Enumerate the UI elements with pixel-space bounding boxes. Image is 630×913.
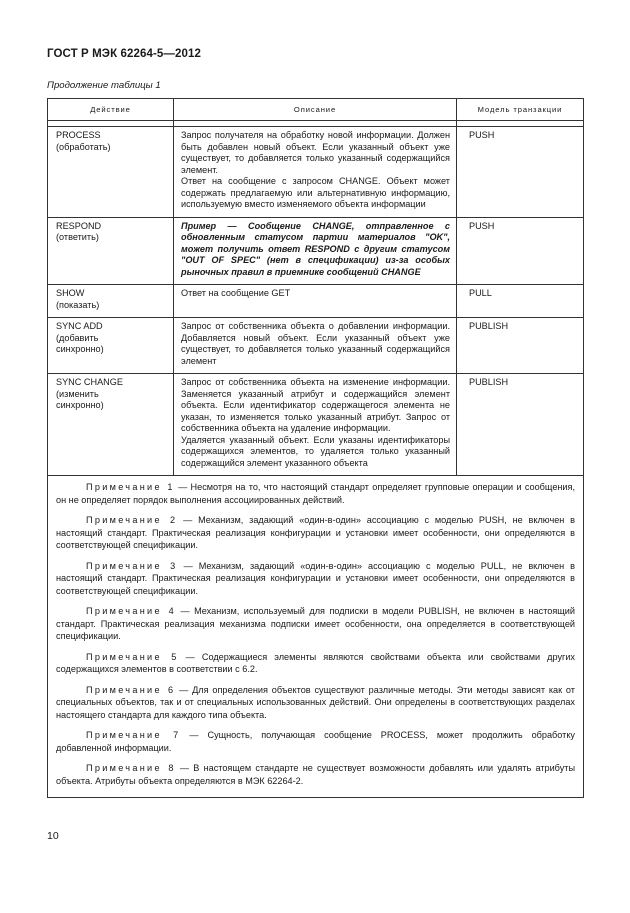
note-4 [56,605,575,643]
note-text: — Содержащиеся элементы являются свойствами объекта или свойствами других содержащихся элементов в соответствии с 6.2. [56,651,575,674]
column-header-action: Действие [48,99,174,121]
note-label: Примечание 6 [86,684,176,695]
note-text: — Несмотря на то, что настоящий стандарт определяет групповые операции и сообщения, он не определяет порядок выполнения ассоциированных действий. [56,482,576,505]
note-6 [56,684,575,722]
note-1 [56,481,575,506]
row-action: PROCESS (обработать) [48,127,174,218]
document-header: ГОСТ Р МЭК 62264-5—2012 [47,48,201,60]
column-header-description: Описание [174,99,457,121]
note-text: — Механизм, используемый для подписки в модели PUBLISH, не включен в настоящий стандарт. Практическая реализация механизма подписки имеет особенности, она определяется в соответствующей спецификации. [56,606,575,641]
note-label: Примечание 2 [86,515,178,525]
row-description: Запрос от собственника объекта о добавлении информации. Добавляется новый объект. Если указанный объект уже существует, то добавляется только указанный содержащийся элемент [174,318,457,374]
table-row [48,217,584,285]
table-row [48,318,584,374]
note-5 [56,651,575,676]
table-row [48,285,584,318]
note-8 [56,762,575,787]
note-text: — Механизм, задающий «один-в-один» ассоциацию с моделью PUSH, не включен в настоящий стандарт. Практическая реализация конфигурации и установки имеет особенности, они определяются в соответствующей спецификации. [56,515,575,550]
row-action: RESPOND (ответить) [48,217,174,285]
note-label: Примечание 5 [86,651,179,662]
row-action: SYNC CHANGE (изменить синхронно) [48,374,174,476]
note-2 [56,514,575,552]
row-action: SHOW (показать) [48,285,174,318]
note-label: Примечание 3 [86,560,178,571]
page-number: 10 [47,830,59,842]
row-model: PUBLISH [457,374,584,476]
note-text: — Для определения объектов существуют различные методы. Эти методы зависят как от специальных объектов, так и от специальных использованных действий. Они определены в соответствующих разделах настоящего стандарта для каждого типа объекта. [56,684,575,720]
row-description: Пример — Сообщение CHANGE, отправленное с обновленным статусом партии материалов "OK", может получить ответ RESPOND с другим статусом "OUT OF SPEC" (нет в спецификации) из-за особых рыночных правил в приемнике сообщений CHANGE [174,217,457,285]
note-3 [56,560,575,598]
row-model: PUSH [457,127,584,218]
note-text: — В настоящем стандарте не существует возможности добавлять или удалять атрибуты объекта. Атрибуты объекта определяются в МЭК 62264-2. [56,763,576,786]
table-header-row [48,99,584,121]
note-text: — Сущность, получающая сообщение PROCESS, может продолжить обработку добавленной информации. [56,730,575,753]
transaction-table [47,98,584,798]
column-header-model: Модель транзакции [457,99,584,121]
note-label: Примечание 7 [86,730,181,740]
table-row [48,127,584,218]
note-label: Примечание 4 [86,606,176,616]
row-description: Запрос от собственника объекта на изменение информации. Заменяется указанный атрибут и содержащийся элемент объекта. Если идентификатор содержащегося элемента не указан, то изменяется только указанный атрибут. Запрос от собственника объекта на удаление информации. Удаляется указанный объект. Если указаны идентификаторы содержащихся элементов, то удаляется только указанный содержащийся элемент указанного объекта [174,374,457,476]
note-7 [56,729,575,754]
row-action: SYNC ADD (добавить синхронно) [48,318,174,374]
row-model: PUSH [457,217,584,285]
table-caption: Продолжение таблицы 1 [47,80,161,91]
note-text: — Механизм, задающий «один-в-один» ассоциацию с моделью PULL, не включен в настоящий стандарт. Практическая реализация конфигурации и установки имеет особенности, они определяются в соответствующей спецификации. [56,560,575,596]
row-description: Запрос получателя на обработку новой информации. Должен быть добавлен новый объект. Если указанный объект уже существует, то добавляется только указанный содержащийся элемент. Ответ на сообщение с запросом CHANGE. Объект может содержать предлагаемую или альтернативную информацию, используемую вместо изменяемого объекта информации [174,127,457,218]
notes-cell [48,476,584,798]
note-label: Примечание 1 [86,482,175,492]
note-label: Примечание 8 [86,763,176,773]
row-model: PUBLISH [457,318,584,374]
notes-row [48,476,584,798]
row-model: PULL [457,285,584,318]
table-row [48,374,584,476]
row-description: Ответ на сообщение GET [174,285,457,318]
